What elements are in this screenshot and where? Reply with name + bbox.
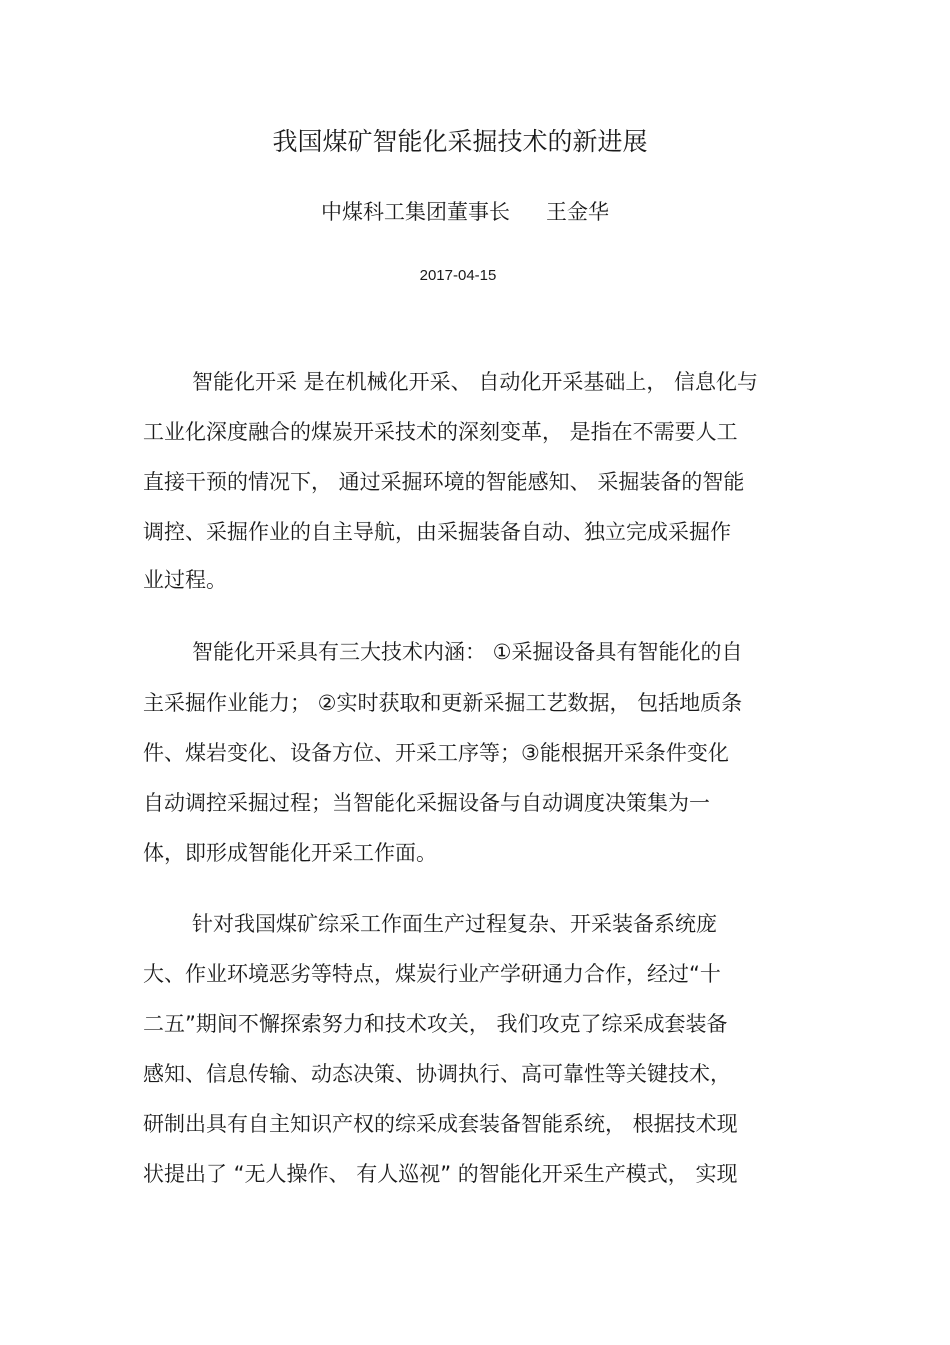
paragraph-line: 直接干预的情况下， 通过采掘环境的智能感知、 采掘装备的智能 [143, 470, 745, 494]
paragraph-line: 研制出具有自主知识产权的综采成套装备智能系统， 根据技术现 [143, 1112, 738, 1136]
paragraph-line: 主采掘作业能力； ②实时获取和更新采掘工艺数据， 包括地质条 [143, 691, 743, 715]
page-title: 我国煤矿智能化采掘技术的新进展 [272, 127, 648, 156]
paragraph-line: 状提出了 “无人操作、 有人巡视” 的智能化开采生产模式， 实现 [143, 1162, 738, 1186]
paragraph-line: 智能化开采 是在机械化开采、 自动化开采基础上， 信息化与 [192, 370, 759, 394]
author-name: 王金华 [546, 200, 609, 224]
author-byline [0, 196, 930, 228]
paragraph-line: 业过程。 [143, 568, 227, 592]
paragraph-line: 自动调控采掘过程；当智能化采掘设备与自动调度决策集为一 [143, 791, 710, 815]
paragraph-line: 二五”期间不懈探索努力和技术攻关， 我们攻克了综采成套装备 [143, 1012, 728, 1036]
publish-date: 2017-04-15 [419, 267, 497, 284]
paragraph-line: 感知、信息传输、动态决策、协调执行、高可靠性等关键技术， [143, 1062, 731, 1086]
paragraph-line: 智能化开采具有三大技术内涵： ①采掘设备具有智能化的自 [192, 640, 743, 664]
author-organization: 中煤科工集团董事长 [321, 200, 510, 224]
paragraph-line: 件、煤岩变化、设备方位、开采工序等；③能根据开采条件变化 [143, 741, 729, 765]
paragraph-line: 体，即形成智能化开采工作面。 [143, 841, 437, 865]
paragraph-line: 针对我国煤矿综采工作面生产过程复杂、开采装备系统庞 [192, 912, 717, 936]
paragraph-line: 调控、采掘作业的自主导航，由采掘装备自动、独立完成采掘作 [143, 520, 731, 544]
paragraph-line: 工业化深度融合的煤炭开采技术的深刻变革， 是指在不需要人工 [143, 420, 738, 444]
paragraph-line: 大、作业环境恶劣等特点，煤炭行业产学研通力合作，经过“十 [143, 962, 721, 986]
